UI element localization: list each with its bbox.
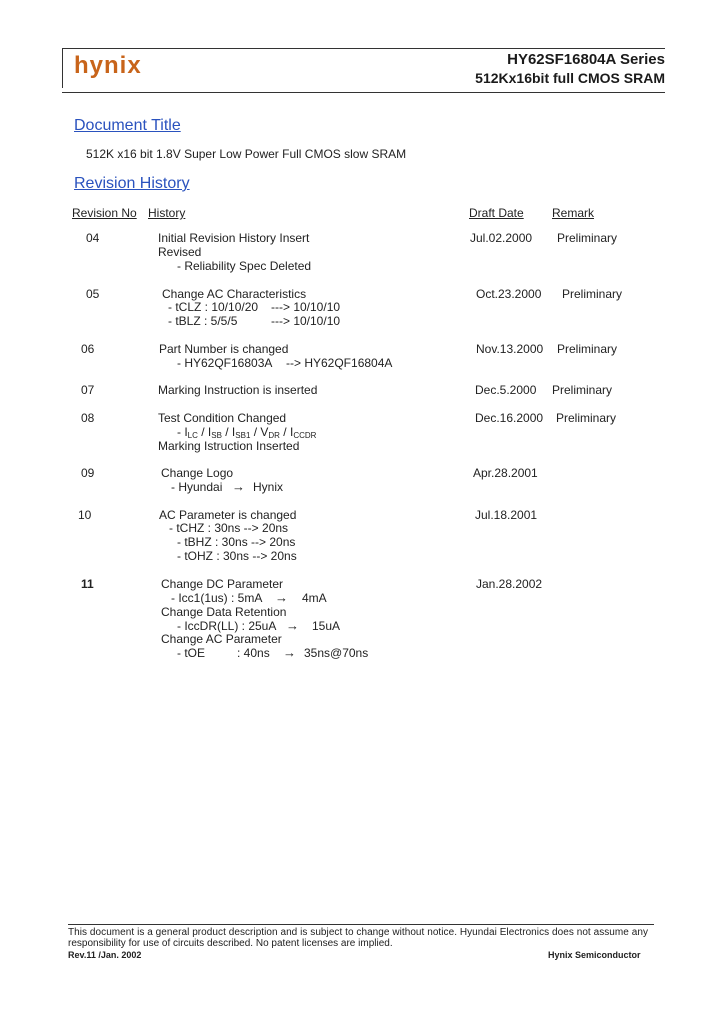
remark: Preliminary	[562, 287, 623, 301]
draft-date: Jul.02.2000	[470, 231, 533, 245]
history-line: 35ns@70ns	[304, 646, 369, 660]
history-line: - Icc1(1us) : 5mA	[171, 591, 263, 605]
remark: Preliminary	[556, 411, 617, 425]
header-rule-bottom	[62, 92, 665, 93]
rev-number: 10	[78, 508, 92, 522]
col-revision-no: Revision No	[72, 206, 137, 220]
draft-date: Jan.28.2002	[476, 577, 543, 591]
history-line: --> HY62QF16804A	[286, 356, 393, 370]
arrow-right-icon: →	[232, 479, 245, 494]
history-line: - tBHZ : 30ns --> 20ns	[177, 535, 296, 549]
history-line: : 40ns	[237, 646, 270, 660]
draft-date: Oct.23.2000	[476, 287, 542, 301]
rev-number: 11	[81, 577, 94, 591]
rev-number: 09	[81, 466, 95, 480]
history-line: Change AC Parameter	[161, 632, 282, 646]
history-line: - HY62QF16803A	[177, 356, 273, 370]
history-line: Change Logo	[161, 466, 234, 480]
history-line: Part Number is changed	[159, 342, 289, 356]
history-line: Change AC Characteristics	[162, 287, 307, 301]
history-line: AC Parameter is changed	[159, 508, 297, 522]
rev-number: 06	[81, 342, 95, 356]
arrow-right-icon: →	[286, 618, 299, 633]
col-remark: Remark	[552, 206, 595, 220]
history-line: - tOE	[177, 646, 206, 660]
header-rule-top	[62, 48, 665, 49]
document-title-heading: Document Title	[74, 117, 181, 134]
draft-date: Dec.16.2000	[475, 411, 544, 425]
arrow-right-icon: →	[283, 645, 296, 660]
history-line: - tOHZ : 30ns --> 20ns	[177, 549, 297, 563]
history-line: Marking Instruction is inserted	[158, 383, 318, 397]
history-line: Change DC Parameter	[161, 577, 284, 591]
history-line: Change Data Retention	[161, 605, 287, 619]
test-condition-list: - $I_{LC} / I_{SB} / I_{SB1} / V_{DR} / I_{CCDR}$	[177, 425, 317, 440]
footer-disclaimer: responsibility for use of circuits described. No patent licenses are implied.	[68, 938, 393, 949]
rev-number: 05	[86, 287, 100, 301]
history-line: - tBLZ : 5/5/5	[168, 314, 238, 328]
rev-number: 08	[81, 411, 95, 425]
remark: Preliminary	[557, 342, 618, 356]
draft-date: Jul.18.2001	[475, 508, 538, 522]
col-draft-date: Draft Date	[469, 206, 524, 220]
history-line: ---> 10/10/10	[271, 314, 341, 328]
series-subtitle: 512Kx16bit full CMOS SRAM	[475, 70, 665, 86]
rev-number: 07	[81, 383, 95, 397]
history-line: - tCHZ : 30ns --> 20ns	[169, 521, 289, 535]
revision-history-heading: Revision History	[74, 175, 190, 192]
remark: Preliminary	[557, 231, 618, 245]
rev-number: 04	[86, 231, 100, 245]
document-title-text: 512K x16 bit 1.8V Super Low Power Full CMOS slow SRAM	[86, 147, 407, 161]
footer-company: Hynix Semiconductor	[548, 950, 641, 960]
history-line: ---> 10/10/10	[271, 300, 341, 314]
col-history: History	[148, 206, 186, 220]
history-line: - IccDR(LL) : 25uA	[177, 619, 277, 633]
history-line: 15uA	[312, 619, 341, 633]
footer-disclaimer: This document is a general product description and is subject to change without notice. Hyundai Electronics does not assume any	[68, 927, 649, 938]
draft-date: Nov.13.2000	[476, 342, 544, 356]
series-title: HY62SF16804A Series	[507, 51, 665, 68]
history-line: Hynix	[253, 480, 284, 494]
draft-date: Apr.28.2001	[473, 466, 538, 480]
history-line: - Reliability Spec Deleted	[177, 259, 312, 273]
arrow-right-icon: →	[275, 590, 288, 605]
footer-rule	[68, 924, 654, 925]
history-line: - Hyundai	[171, 480, 223, 494]
hynix-logo: hynix	[74, 52, 142, 79]
draft-date: Dec.5.2000	[475, 383, 537, 397]
history-line: Marking Istruction Inserted	[158, 439, 300, 453]
remark: Preliminary	[552, 383, 613, 397]
footer-revision: Rev.11 /Jan. 2002	[68, 950, 142, 960]
history-line: Revised	[158, 245, 202, 259]
header-rule-vertical	[62, 48, 63, 88]
history-line: Test Condition Changed	[158, 411, 287, 425]
history-line: - tCLZ : 10/10/20	[168, 300, 259, 314]
history-line: Initial Revision History Insert	[158, 231, 310, 245]
history-line: 4mA	[302, 591, 327, 605]
